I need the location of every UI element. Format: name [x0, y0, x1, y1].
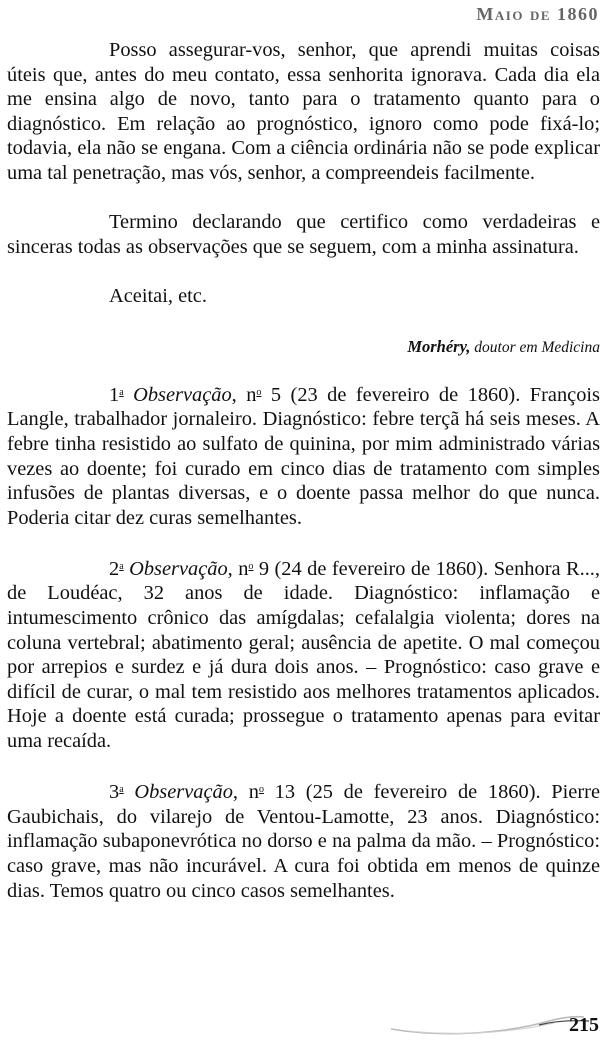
obs-text: 13 (25 de fevereiro de 1860). Pierre Gaubichais, do vilarejo de Ventou-Lamotte, 23 anos. Diagnóstico: inflamação subaponevrótica no dorso e na palma da mão. – Prognóstico: caso grave, mas não incurável. A cura foi obtida em menos de quinze dias. Temos quatro ou cinco casos semelhantes. — [7, 781, 600, 902]
obs-ordinal-sup: a — [119, 386, 124, 398]
obs-text: 9 (24 de fevereiro de 1860). Senhora R..., de Loudéac, 32 anos de idade. Diagnóstico: inflamação e intumescimento crônico das amígdalas; cefalalgia violenta; dores na coluna vertebral; abatimento geral; ausência de apetite. O mal começou por arrepios e surdez e já dura dois anos. – Prognóstico: caso grave e difícil de curar, o mal tem resistido aos melhores tratamentos aplicados. Hoje a doente está curada; prossegue o tratamento apenas para evitar uma recaída. — [7, 557, 600, 753]
obs-num-prefix: , n — [232, 781, 259, 804]
paragraph-closing: Aceitai, etc. — [109, 284, 207, 307]
observation-1 — [7, 381, 600, 531]
obs-text: 5 (23 de fevereiro de 1860). François Langle, trabalhador jornaleiro. Diagnóstico: febre terçã há seis meses. A febre tinha resistido ao sulfato de quinina, por mim administrado várias vezes ao doente; foi curado em cinco dias de tratamento com simples infusões de plantas diversas, e o doente passa melhor do que nunca. Poderia citar dez curas semelhantes. — [7, 383, 600, 529]
obs-ordinal: 2 — [109, 557, 120, 580]
obs-num-prefix: , n — [231, 383, 257, 406]
observation-2 — [7, 555, 600, 754]
page-body — [7, 38, 600, 903]
paragraph-testimony: Posso assegurar-vos, senhor, que aprendi muitas coisas úteis que, antes do meu contato, essa senhorita ignorava. Cada dia ela me ensina algo de novo, tanto para o tratamento quanto para o diagnóstico. Em relação ao prognóstico, ignoro como pode fixá-lo; todavia, ela não se engana. Com a ciência ordinária não se pode explicar uma tal penetração, mas vós, senhor, a compreendeis facilmente. — [7, 39, 600, 184]
paragraph-declaration: Termino declarando que certifico como verdadeiras e sinceras todas as observações que se seguem, com a minha assinatura. — [7, 211, 600, 258]
footer-swash-ornament — [389, 1007, 599, 1039]
signature-line — [7, 335, 600, 361]
obs-ordinal: 3 — [109, 781, 120, 804]
obs-ordinal: 1 — [109, 383, 120, 406]
obs-label: Observação — [134, 781, 233, 804]
obs-num-sup: o — [256, 386, 262, 398]
obs-ordinal-sup: a — [119, 784, 124, 796]
obs-label: Observação — [129, 557, 228, 580]
obs-num-sup: o — [248, 560, 254, 572]
page-footer — [389, 1007, 599, 1039]
obs-label: Observação — [133, 383, 232, 406]
signature-title: doutor em Medicina — [470, 339, 600, 357]
obs-num-prefix: , n — [227, 557, 249, 580]
running-header: Maio de 1860 — [476, 4, 599, 24]
observation-3 — [7, 778, 600, 903]
signature-name: Morhéry, — [407, 337, 471, 357]
page-number: 215 — [569, 1014, 599, 1036]
obs-num-sup: o — [258, 784, 264, 796]
obs-ordinal-sup: a — [119, 560, 124, 572]
